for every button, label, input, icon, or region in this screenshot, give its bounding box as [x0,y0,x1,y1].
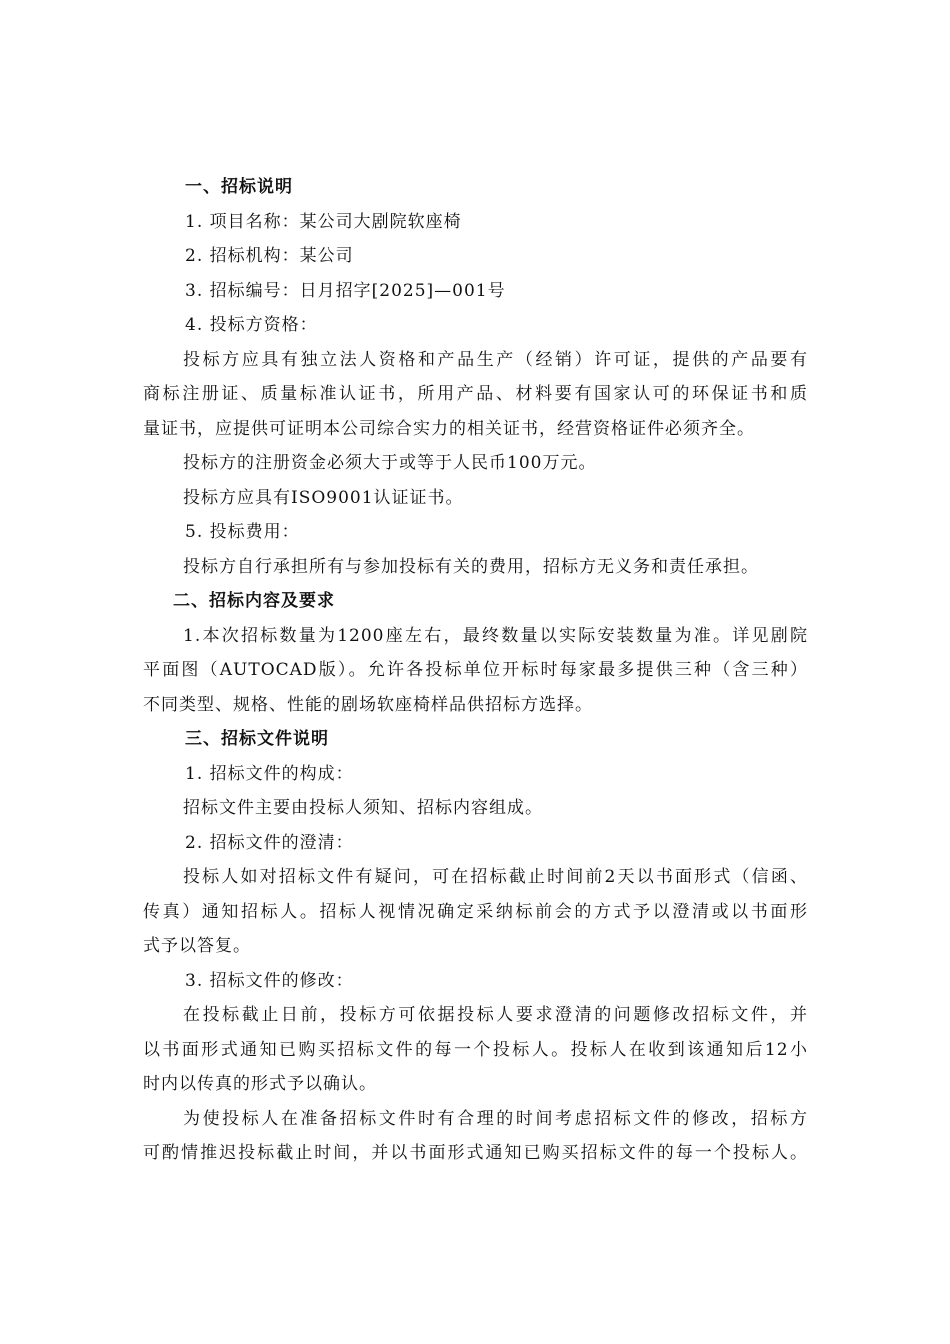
tender-number-line: 3. 招标编号：日月招字[2025]—001号 [185,280,506,301]
paragraph-line: 投标方应具有ISO9001认证证书。 [183,487,464,508]
bidder-qualification-label: 4. 投标方资格： [185,315,318,335]
section-heading-1: 一、招标说明 [185,177,293,197]
paragraph-line: 为使投标人在准备招标文件时有合理的时间考虑招标文件的修改，招标方 [183,1108,808,1129]
paragraph-line: 式予以答复。 [143,936,251,956]
paragraph-line: 投标方自行承担所有与参加投标有关的费用，招标方无义务和责任承担。 [183,556,759,577]
document-body [143,170,808,1171]
paragraph-line: 投标人如对招标文件有疑问，可在招标截止时间前2天以书面形式（信函、 [183,867,808,887]
document-composition-label: 1. 招标文件的构成： [185,763,354,784]
document-clarification-label: 2. 招标文件的澄清： [185,832,354,853]
paragraph-line: 传真）通知招标人。招标人视情况确定采纳标前会的方式予以澄清或以书面形 [143,901,808,922]
bidding-cost-label: 5. 投标费用： [185,522,300,542]
section-heading-2: 二、招标内容及要求 [173,591,335,611]
paragraph-line: 不同类型、规格、性能的剧场软座椅样品供招标方选择。 [143,694,593,715]
project-name-line: 1. 项目名称：某公司大剧院软座椅 [185,211,462,232]
paragraph-line: 在投标截止日前，投标方可依据投标人要求澄清的问题修改招标文件，并 [183,1005,808,1025]
paragraph-line: 投标方应具有独立法人资格和产品生产（经销）许可证，提供的产品要有 [183,349,808,370]
paragraph-line: 以书面形式通知已购买招标文件的每一个投标人。投标人在收到该通知后12小 [143,1039,808,1060]
paragraph-line: 量证书，应提供可证明本公司综合实力的相关证书，经营资格证件必须齐全。 [143,418,755,439]
paragraph-line: 投标方的注册资金必须大于或等于人民币100万元。 [183,453,597,473]
tender-agency-line: 2. 招标机构：某公司 [185,246,354,266]
paragraph-line: 可酌情推迟投标截止时间，并以书面形式通知已购买招标文件的每一个投标人。 [143,1143,808,1163]
document-modification-label: 3. 招标文件的修改： [185,970,354,991]
paragraph-line: 商标注册证、质量标准认证书，所用产品、材料要有国家认可的环保证书和质 [143,384,808,404]
paragraph-line: 1.本次招标数量为1200座左右，最终数量以实际安装数量为准。详见剧院 [183,625,808,646]
paragraph-line: 平面图（AUTOCAD版）。允许各投标单位开标时每家最多提供三种（含三种） [143,660,808,680]
section-heading-3: 三、招标文件说明 [185,729,329,749]
paragraph-line: 招标文件主要由投标人须知、招标内容组成。 [183,798,543,818]
paragraph-line: 时内以传真的形式予以确认。 [143,1074,377,1094]
